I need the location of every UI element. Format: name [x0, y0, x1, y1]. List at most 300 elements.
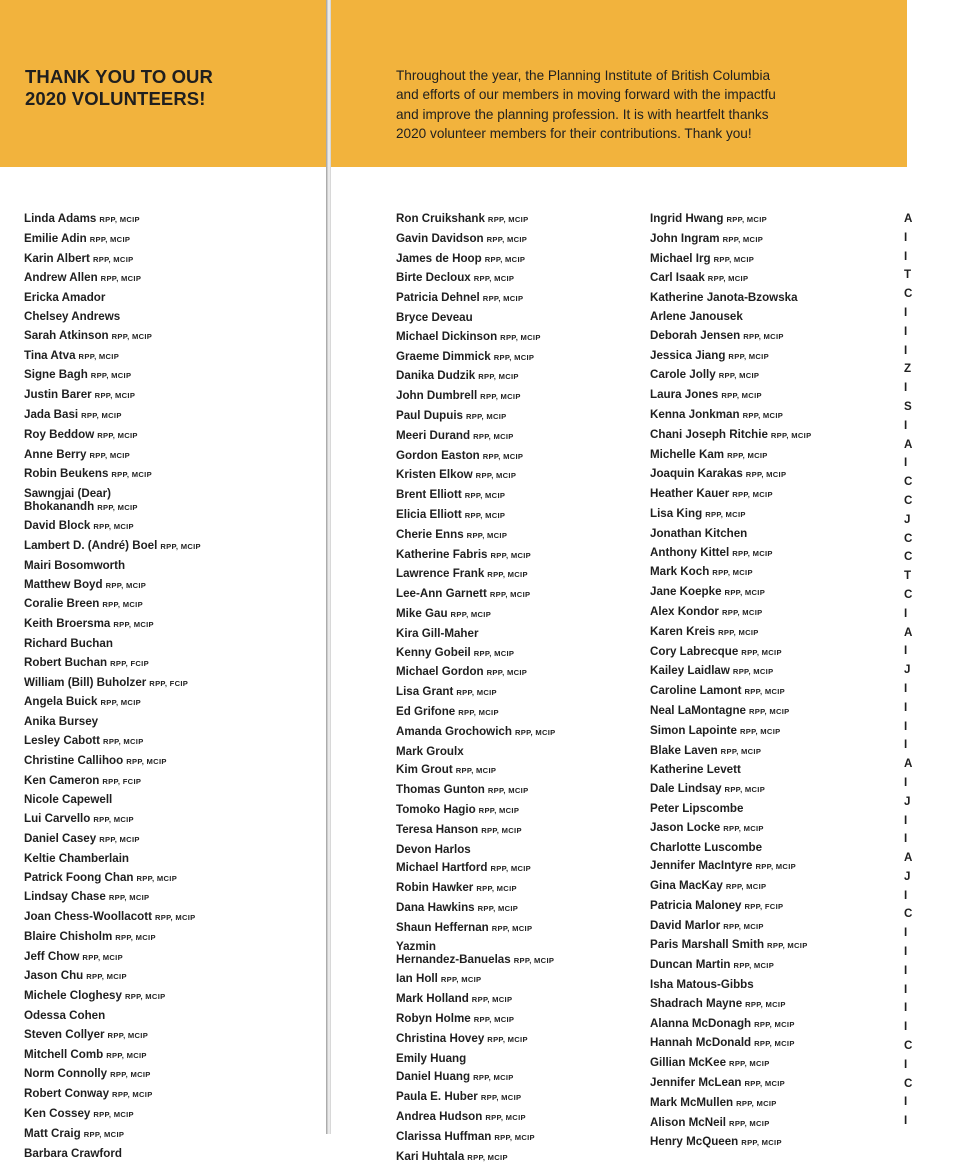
volunteer-name: Bhokanandh [24, 499, 95, 513]
volunteer-entry [396, 841, 650, 860]
volunteer-entry [650, 250, 902, 270]
volunteer-credentials: RPP, MCIP [500, 332, 541, 342]
volunteer-name: Dana Hawkins [396, 900, 475, 914]
volunteer-name-fragment: S [904, 399, 912, 413]
volunteer-credentials: RPP, MCIP [86, 972, 127, 982]
volunteer-entry [650, 761, 902, 780]
volunteer-name-fragment: I [904, 775, 908, 789]
volunteer-name: Peter Lipscombe [650, 801, 744, 815]
volunteer-entry [650, 210, 902, 230]
volunteer-credentials: RPP, MCIP [487, 570, 528, 580]
volunteer-name: Anthony Kittel [650, 545, 730, 559]
volunteer-name: Mitchell Comb [24, 1047, 104, 1061]
volunteer-name: Christine Callihoo [24, 753, 124, 767]
volunteer-credentials: RPP, MCIP [754, 1019, 795, 1029]
volunteer-name: Elicia Elliott [396, 507, 462, 521]
volunteer-credentials: RPP, MCIP [106, 1050, 147, 1060]
volunteer-credentials: RPP, MCIP [97, 502, 138, 512]
volunteer-credentials: RPP, MCIP [482, 451, 524, 461]
volunteer-name: Gillian McKee [650, 1056, 727, 1070]
intro-paragraph [396, 66, 956, 144]
volunteer-credentials: RPP, MCIP [473, 431, 514, 441]
volunteer-name: Shaun Heffernan [396, 920, 489, 934]
volunteer-name: Michael Hartford [396, 861, 488, 875]
volunteer-credentials: RPP, MCIP [721, 607, 763, 617]
volunteer-credentials: RPP, MCIP [494, 1132, 535, 1142]
volunteer-credentials: RPP, MCIP [124, 992, 166, 1002]
volunteer-credentials: RPP, MCIP [466, 411, 507, 421]
volunteer-name: Robert Buchan [24, 655, 108, 669]
volunteer-name-fragment: I [904, 963, 908, 977]
volunteer-name: Lisa King [650, 506, 703, 520]
volunteer-entry [650, 702, 902, 722]
volunteer-credentials: RPP, MCIP [89, 234, 131, 244]
volunteer-credentials: RPP, MCIP [485, 1113, 526, 1123]
volunteer-credentials: RPP, MCIP [742, 410, 784, 420]
volunteer-name: Brent Elliott [396, 488, 462, 502]
volunteer-entry [650, 917, 902, 937]
volunteer-entry [24, 1065, 324, 1085]
volunteer-entry [650, 1133, 902, 1153]
volunteer-entry [396, 605, 650, 625]
volunteer-name: Lindsay Chase [24, 890, 106, 904]
volunteer-name-fragment: C [904, 475, 913, 489]
volunteer-credentials: RPP, MCIP [491, 923, 533, 933]
volunteer-credentials: RPP, MCIP [739, 726, 781, 736]
volunteer-entry [24, 230, 324, 250]
volunteer-name: Jane Koepke [650, 585, 722, 599]
volunteer-credentials: RPP, MCIP [755, 862, 796, 872]
volunteer-credentials: RPP, MCIP [115, 932, 156, 942]
volunteer-credentials: RPP, MCIP [754, 1039, 795, 1049]
volunteer-credentials: RPP, MCIP [718, 627, 759, 637]
volunteer-entry [396, 526, 650, 546]
volunteer-credentials: RPP, MCIP [473, 274, 515, 284]
volunteer-credentials: RPP, MCIP [736, 1098, 777, 1108]
volunteer-name: John Dumbrell [396, 389, 478, 403]
volunteer-name: Kristen Elkow [396, 468, 473, 482]
volunteer-credentials: RPP, MCIP [93, 1110, 134, 1120]
volunteer-name-fragment: C [904, 1076, 913, 1090]
volunteer-entry [396, 1128, 650, 1148]
volunteer-name: Kenny Gobeil [396, 645, 471, 659]
volunteer-name: Patricia Dehnel [396, 291, 480, 305]
page-title [25, 66, 315, 110]
volunteer-name: Mark Koch [650, 565, 710, 579]
volunteer-name-fragment: I [904, 381, 908, 395]
volunteer-entry [24, 967, 324, 987]
volunteer-name: Gordon Easton [396, 448, 480, 462]
volunteer-name: Michael Dickinson [396, 329, 498, 343]
volunteer-name-fragment: C [904, 287, 913, 301]
volunteer-credentials: RPP, MCIP [741, 647, 782, 657]
volunteer-credentials: RPP, MCIP [464, 510, 506, 520]
volunteer-name: Anne Berry [24, 447, 87, 461]
volunteer-credentials: RPP, MCIP [93, 815, 134, 825]
volunteer-credentials: RPP, MCIP [100, 274, 142, 284]
volunteer-entry [24, 888, 324, 908]
volunteer-credentials: RPP, MCIP [450, 609, 492, 619]
volunteer-credentials: RPP, MCIP [744, 687, 786, 697]
volunteer-entry [24, 948, 324, 968]
volunteer-name: Teresa Hanson [396, 822, 479, 836]
volunteer-name: Meeri Durand [396, 428, 471, 442]
volunteer-credentials: RPP, FCIP [102, 776, 142, 786]
volunteer-name: Laura Jones [650, 388, 719, 402]
volunteer-name: Blaire Chisholm [24, 929, 113, 943]
volunteer-credentials: RPP, MCIP [713, 254, 755, 264]
volunteer-credentials: RPP, MCIP [105, 580, 147, 590]
volunteer-name: Cory Labrecque [650, 644, 739, 658]
volunteer-name: Cherie Enns [396, 527, 464, 541]
volunteer-name: Patrick Foong Chan [24, 870, 134, 884]
volunteer-credentials: RPP, MCIP [477, 903, 519, 913]
volunteer-name-fragment: A [904, 212, 913, 225]
volunteer-name: Karin Albert [24, 251, 90, 265]
volunteer-entry [396, 1088, 650, 1108]
volunteer-entry [396, 289, 650, 309]
volunteer-name: Lawrence Frank [396, 567, 485, 581]
volunteer-entry [396, 743, 650, 762]
volunteer-name: Carl Isaak [650, 271, 705, 285]
volunteer-entry [396, 565, 650, 585]
volunteer-name-fragment: T [904, 569, 912, 583]
volunteer-name: Angela Buick [24, 695, 98, 709]
volunteer-name: Carole Jolly [650, 368, 716, 382]
volunteer-name-fragment: I [904, 1114, 908, 1128]
volunteer-credentials: RPP, MCIP [732, 548, 773, 558]
volunteer-entry [24, 1026, 324, 1046]
volunteer-credentials: RPP, MCIP [723, 921, 764, 931]
volunteer-entry [650, 877, 902, 897]
volunteer-entry [650, 976, 902, 995]
volunteer-column-3 [650, 210, 902, 1153]
volunteer-name: Chelsey Andrews [24, 309, 121, 323]
volunteer-entry [396, 387, 650, 407]
volunteer-entry [650, 406, 902, 426]
volunteer-name-prefix: Sawngjai (Dear) [24, 487, 111, 501]
volunteer-entry [24, 366, 324, 386]
volunteer-name-fragment: Z [904, 362, 912, 376]
volunteer-credentials: RPP, MCIP [733, 961, 775, 971]
volunteer-name: Jason Chu [24, 969, 84, 983]
volunteer-name: Barbara Crawford [24, 1146, 122, 1160]
volunteer-name-fragment: J [904, 869, 911, 883]
volunteer-entry [650, 662, 902, 682]
volunteer-entry [24, 595, 324, 615]
volunteer-credentials: RPP, MCIP [720, 746, 762, 756]
volunteer-name: Richard Buchan [24, 636, 113, 650]
volunteer-entry [396, 486, 650, 506]
volunteer-name-fragment: A [904, 757, 913, 771]
volunteer-credentials: RPP, MCIP [721, 391, 762, 401]
volunteer-credentials: RPP, MCIP [480, 392, 521, 402]
volunteer-entry [650, 386, 902, 406]
volunteer-credentials: RPP, MCIP [476, 884, 517, 894]
volunteer-entry [650, 583, 902, 603]
volunteer-entry [396, 821, 650, 841]
volunteer-entry [396, 859, 650, 879]
volunteer-name: Alanna McDonagh [650, 1016, 752, 1030]
volunteer-name: Hannah McDonald [650, 1036, 752, 1050]
volunteer-name: Kenna Jonkman [650, 407, 740, 421]
volunteer-credentials: RPP, MCIP [732, 490, 773, 500]
volunteer-entry [396, 1148, 650, 1167]
volunteer-credentials: RPP, MCIP [748, 706, 790, 716]
volunteer-name: Katherine Fabris [396, 547, 488, 561]
volunteer-entry [24, 347, 324, 367]
volunteer-entry [650, 505, 902, 525]
volunteer-name-fragment: I [904, 681, 908, 695]
volunteer-credentials: RPP, MCIP [440, 975, 482, 985]
volunteer-name: Anika Bursey [24, 715, 99, 729]
volunteer-entry [650, 819, 902, 839]
volunteer-entry [650, 269, 902, 289]
volunteer-column-1 [24, 210, 324, 1163]
volunteer-entry [650, 485, 902, 505]
volunteer-name-fragment: I [904, 1001, 908, 1015]
volunteer-credentials: RPP, MCIP [729, 1059, 770, 1069]
volunteer-credentials: RPP, MCIP [89, 450, 131, 460]
volunteer-entry [24, 928, 324, 948]
volunteer-name: Patricia Maloney [650, 898, 742, 912]
volunteer-name-fragment: I [904, 982, 908, 996]
volunteer-credentials: RPP, MCIP [478, 805, 520, 815]
volunteer-credentials: RPP, MCIP [107, 1030, 149, 1040]
volunteer-entry [650, 742, 902, 762]
volunteer-credentials: RPP, MCIP [83, 1129, 125, 1139]
volunteer-credentials: RPP, MCIP [707, 274, 749, 284]
volunteer-name: Mairi Bosomworth [24, 558, 126, 572]
volunteer-entry [650, 563, 902, 583]
volunteer-name-fragment: I [904, 456, 908, 470]
volunteer-name: John Ingram [650, 231, 720, 245]
volunteer-name: Norm Connolly [24, 1067, 108, 1081]
title-line-2: 2020 VOLUNTEERS! [25, 88, 206, 109]
volunteer-name-fragment: I [904, 305, 908, 319]
volunteer-entry [24, 1105, 324, 1125]
volunteer-name: Andrea Hudson [396, 1110, 483, 1124]
volunteer-entry [24, 517, 324, 537]
volunteer-entry [24, 674, 324, 694]
volunteer-name: Caroline Lamont [650, 684, 742, 698]
volunteer-credentials: RPP, MCIP [473, 648, 515, 658]
volunteer-entry [650, 956, 902, 976]
volunteer-entry [650, 800, 902, 819]
volunteer-entry [24, 1046, 324, 1066]
volunteer-credentials: RPP, MCIP [732, 667, 774, 677]
volunteer-credentials: RPP, MCIP [770, 430, 812, 440]
volunteer-name: Shadrach Mayne [650, 996, 743, 1010]
volunteer-entry [396, 781, 650, 801]
volunteer-name: Joaquin Karakas [650, 467, 743, 481]
volunteer-name: Jennifer MacIntyre [650, 859, 753, 873]
volunteer-name: Kari Huhtala [396, 1149, 465, 1163]
volunteer-name-fragment: I [904, 813, 908, 827]
volunteer-name-fragment: C [904, 550, 913, 564]
volunteer-credentials: RPP, MCIP [78, 351, 120, 361]
volunteer-name: Justin Barer [24, 388, 92, 402]
volunteer-name-fragment: C [904, 531, 913, 545]
volunteer-entry [24, 850, 324, 869]
volunteer-credentials: RPP, MCIP [93, 522, 134, 532]
volunteer-name-fragment: I [904, 606, 908, 620]
volunteer-credentials: RPP, MCIP [111, 470, 152, 480]
volunteer-name: Emilie Adin [24, 231, 87, 245]
volunteer-credentials: RPP, MCIP [97, 430, 138, 440]
intro-banner [331, 0, 907, 167]
volunteer-name-fragment: I [904, 1095, 908, 1109]
volunteer-entry [650, 897, 902, 917]
volunteer-name: Jada Basi [24, 407, 79, 421]
volunteer-entry [396, 703, 650, 723]
volunteer-entry [396, 761, 650, 781]
volunteer-entry [396, 1108, 650, 1128]
volunteer-credentials: RPP, MCIP [728, 351, 769, 361]
volunteer-credentials: RPP, MCIP [486, 668, 528, 678]
volunteer-entry [650, 995, 902, 1015]
volunteer-credentials: RPP, MCIP [464, 491, 506, 501]
volunteer-entry [396, 348, 650, 368]
volunteer-name: Mark Groulx [396, 744, 464, 758]
volunteer-name-fragment: I [904, 418, 908, 432]
volunteer-entry [24, 1125, 324, 1145]
volunteer-credentials: RPP, MCIP [154, 913, 196, 923]
volunteer-name: Dale Lindsay [650, 782, 722, 796]
volunteer-name: Odessa Cohen [24, 1009, 106, 1023]
volunteer-credentials: RPP, MCIP [458, 707, 499, 717]
volunteer-credentials: RPP, MCIP [726, 215, 767, 224]
volunteer-credentials: RPP, MCIP [487, 215, 529, 224]
volunteer-entry [24, 1007, 324, 1026]
volunteer-credentials: RPP, MCIP [481, 825, 522, 835]
volunteer-name: Alex Kondor [650, 604, 719, 618]
volunteer-name-fragment: C [904, 907, 913, 921]
volunteer-credentials: RPP, MCIP [466, 530, 508, 540]
volunteer-name: Michele Cloghesy [24, 989, 122, 1003]
volunteer-name-fragment: J [904, 794, 911, 808]
volunteer-name-fragment: T [904, 268, 912, 282]
volunteer-name: Mark McMullen [650, 1095, 734, 1109]
volunteer-entry [24, 1145, 324, 1164]
volunteer-name: Paul Dupuis [396, 408, 463, 422]
volunteer-name: Paula E. Huber [396, 1090, 478, 1104]
volunteer-credentials: RPP, MCIP [82, 952, 123, 962]
volunteer-name: Mark Holland [396, 992, 469, 1006]
volunteer-name-fragment: I [904, 832, 908, 846]
volunteer-entry [650, 839, 902, 858]
volunteer-name: Lisa Grant [396, 685, 454, 699]
volunteer-name: Christina Hovey [396, 1031, 485, 1045]
volunteer-entry [650, 426, 902, 446]
volunteer-name: Robyn Holme [396, 1012, 471, 1026]
volunteer-entry [396, 269, 650, 289]
volunteer-name: Lee-Ann Garnett [396, 587, 487, 601]
volunteer-entry [24, 537, 324, 557]
volunteer-name: Gavin Davidson [396, 231, 484, 245]
volunteer-name-fragment: C [904, 587, 913, 601]
volunteer-entry [24, 810, 324, 830]
volunteer-credentials: RPP, MCIP [490, 864, 532, 874]
volunteer-name: Gina MacKay [650, 879, 723, 893]
volunteer-entry [650, 1094, 902, 1114]
volunteer-entry [396, 367, 650, 387]
volunteer-entry [24, 406, 324, 426]
volunteer-entry [396, 466, 650, 486]
volunteer-entry [24, 1085, 324, 1105]
volunteer-name: Robin Beukens [24, 467, 109, 481]
volunteer-entry [396, 723, 650, 743]
volunteer-name: David Block [24, 519, 91, 533]
volunteer-entry [396, 663, 650, 683]
volunteer-name-fragment: I [904, 343, 908, 357]
volunteer-entry [24, 635, 324, 654]
volunteer-name: Roy Beddow [24, 427, 95, 441]
volunteer-name-fragment: I [904, 719, 908, 733]
intro-line: and improve the planning profession. It is with heartfelt thanks [396, 106, 769, 122]
volunteer-name-fragment: A [904, 851, 913, 865]
volunteer-entry [650, 1114, 902, 1134]
volunteer-name: Kailey Laidlaw [650, 664, 730, 678]
volunteer-name: Ian Holl [396, 972, 438, 986]
volunteer-entry [396, 625, 650, 644]
volunteer-entry [24, 713, 324, 732]
volunteer-entry [650, 1074, 902, 1094]
volunteer-name-fragment: J [904, 512, 911, 526]
volunteer-entry [396, 328, 650, 348]
volunteer-credentials: RPP, MCIP [727, 450, 768, 460]
volunteer-entry [24, 289, 324, 308]
volunteer-entry [24, 654, 324, 674]
volunteer-name: Devon Harlos [396, 842, 471, 856]
volunteer-entry [396, 1050, 650, 1069]
volunteer-entry [650, 544, 902, 564]
volunteer-name: Robert Conway [24, 1087, 110, 1101]
volunteer-entry [24, 465, 324, 485]
volunteer-name: Arlene Janousek [650, 309, 743, 323]
volunteer-name: Steven Collyer [24, 1027, 105, 1041]
volunteer-credentials: RPP, MCIP [743, 331, 784, 341]
volunteer-entry [396, 970, 650, 990]
volunteer-name-fragment: I [904, 945, 908, 959]
volunteer-credentials: RPP, MCIP [94, 391, 136, 401]
volunteer-entry [24, 446, 324, 466]
volunteer-credentials: RPP, MCIP [724, 588, 766, 598]
volunteer-name-fragment: I [904, 1057, 908, 1071]
volunteer-entry [24, 830, 324, 850]
volunteer-name: Neal LaMontagne [650, 703, 746, 717]
volunteer-name: Jason Locke [650, 820, 721, 834]
volunteer-name-fragment: A [904, 625, 913, 639]
volunteer-name: Joan Chess-Woollacott [24, 910, 152, 924]
volunteer-credentials: RPP, MCIP [92, 254, 134, 264]
volunteer-entry [24, 791, 324, 810]
volunteer-entry [650, 525, 902, 544]
volunteer-entry [396, 546, 650, 566]
volunteer-credentials: RPP, MCIP [126, 756, 167, 766]
volunteer-credentials: RPP, MCIP [160, 541, 201, 551]
volunteer-credentials: RPP, MCIP [467, 1152, 508, 1162]
volunteer-credentials: RPP, MCIP [718, 371, 760, 381]
volunteer-credentials: RPP, MCIP [487, 1034, 528, 1044]
volunteer-name-fragment: I [904, 700, 908, 714]
volunteer-entry [650, 1034, 902, 1054]
volunteer-credentials: RPP, MCIP [110, 1070, 151, 1080]
volunteer-entry [650, 857, 902, 877]
volunteer-column-4-clipped [904, 210, 924, 1131]
volunteer-name-prefix: Yazmin [396, 940, 436, 954]
volunteer-credentials: RPP, FCIP [149, 678, 189, 688]
